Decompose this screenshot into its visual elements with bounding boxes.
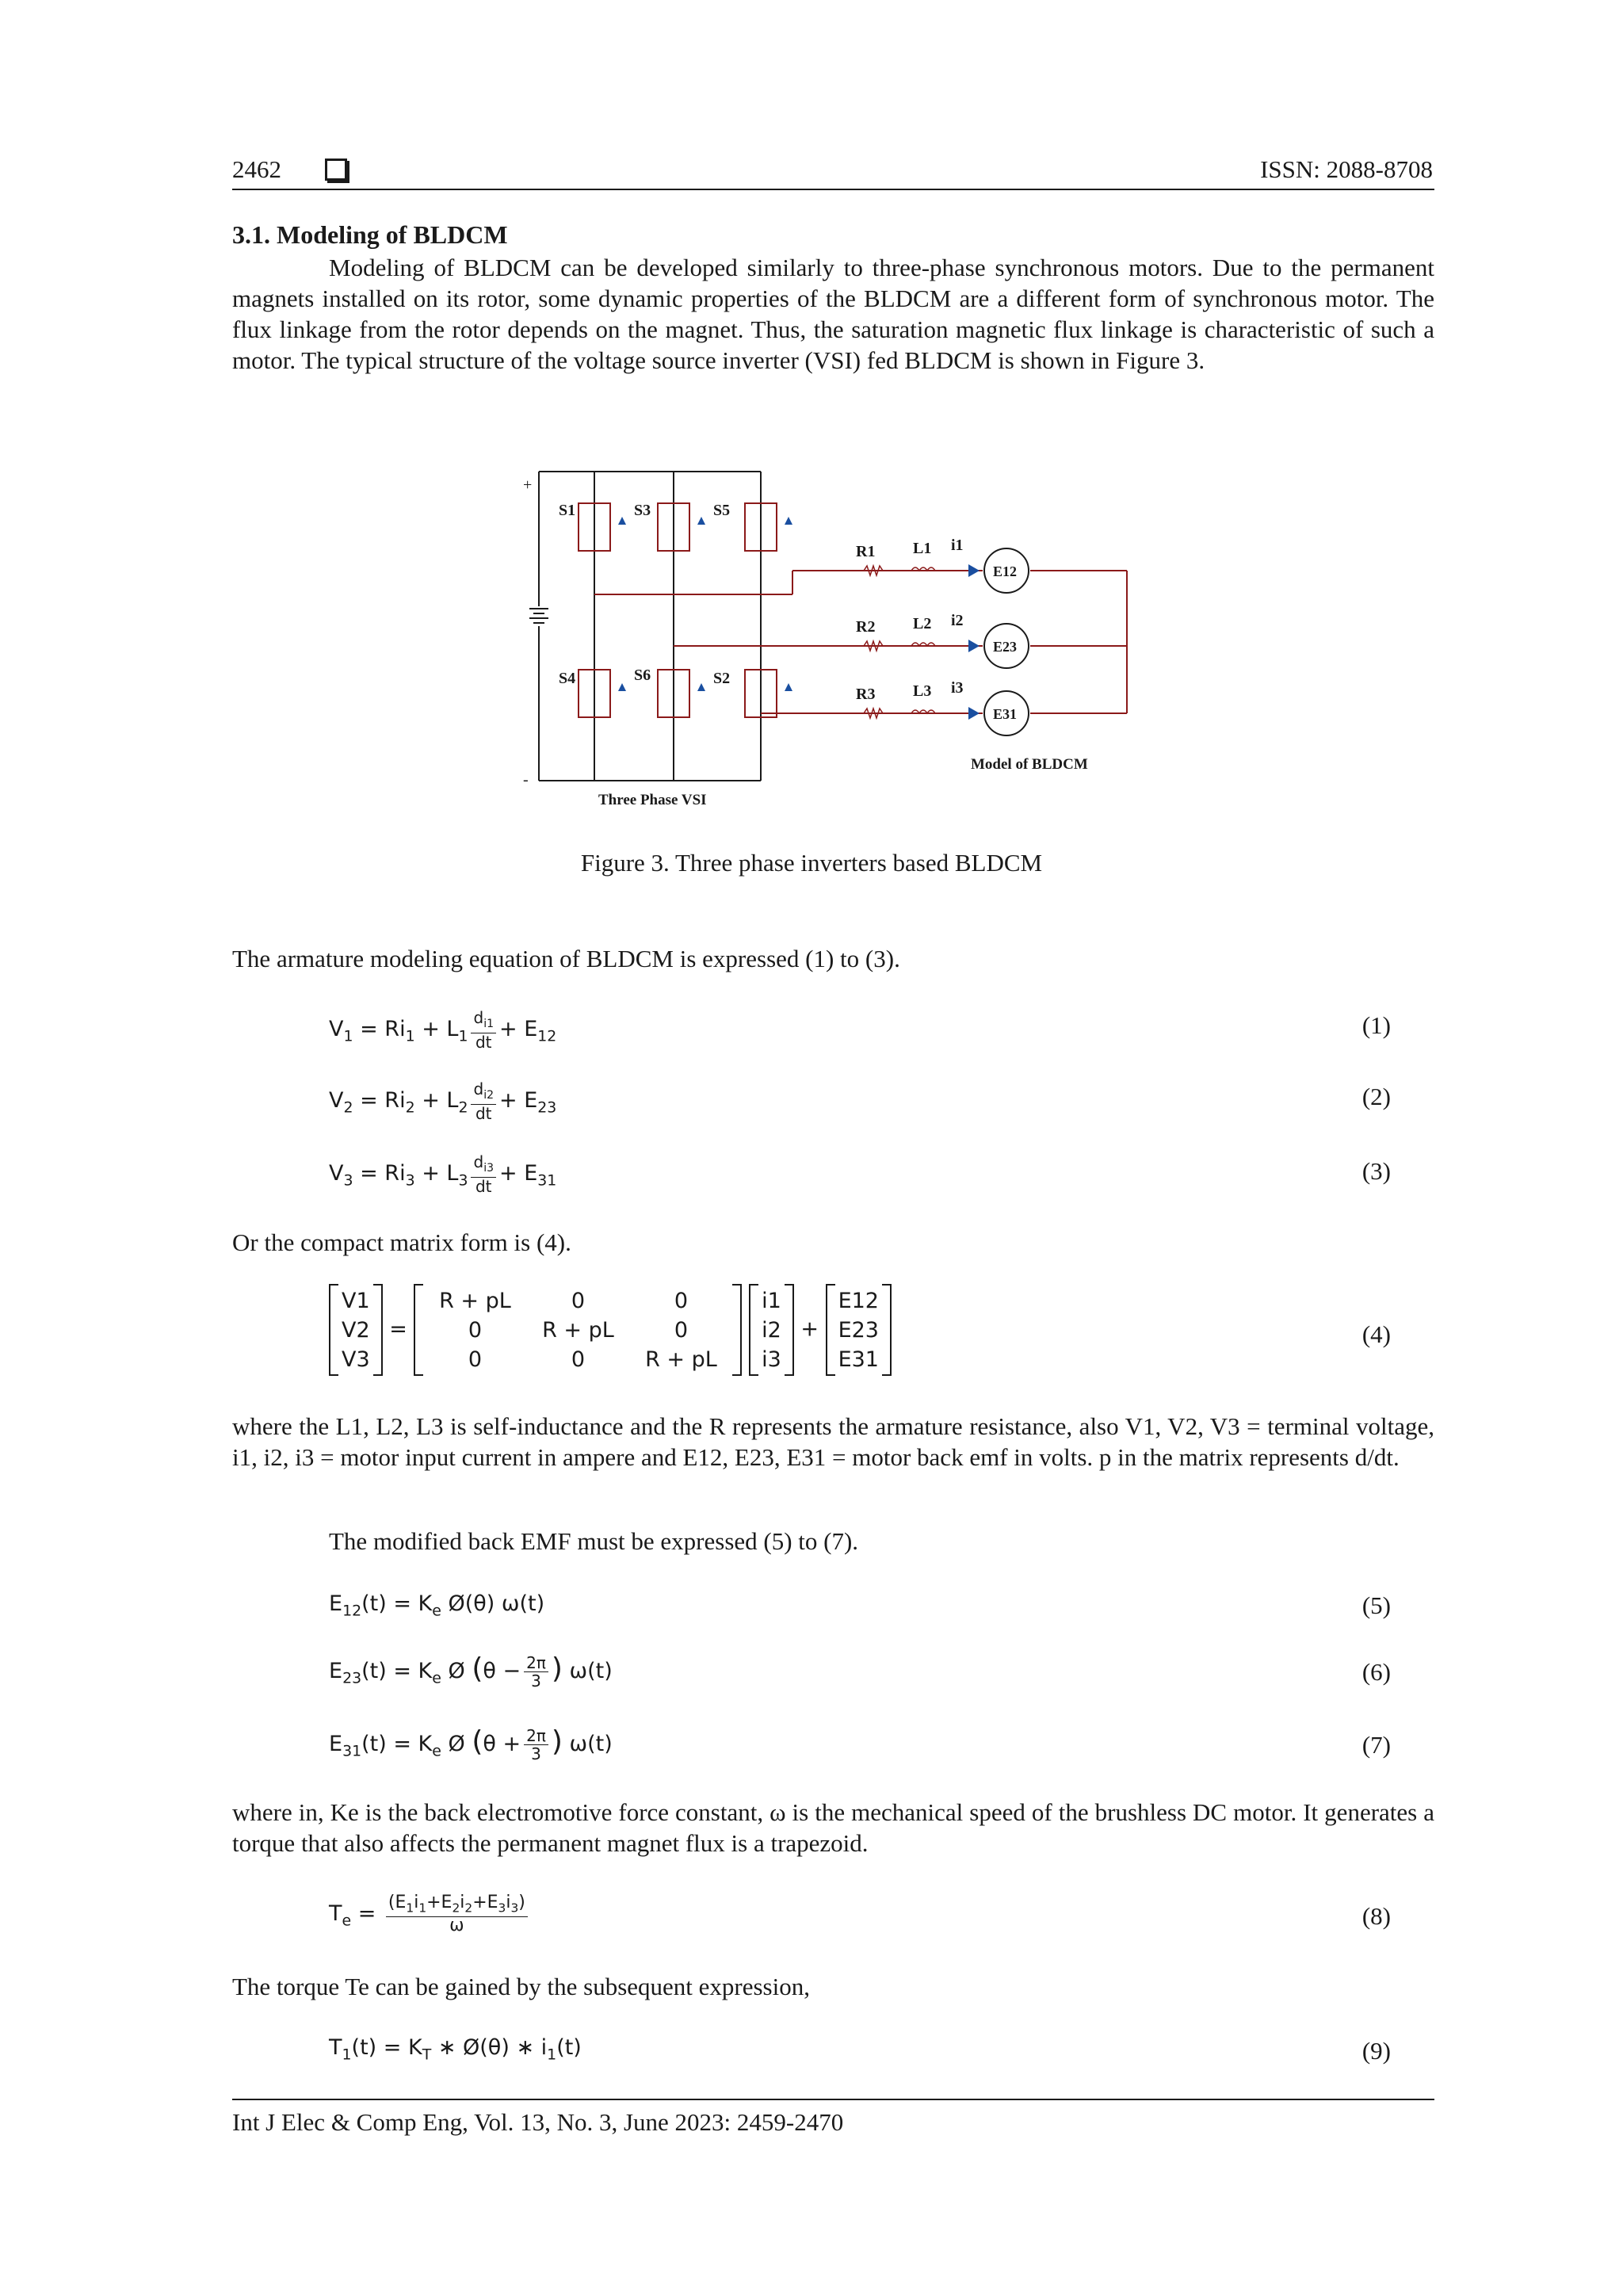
equation-8: $T_e$ = $\frac{(E_1i_1+E_2i_2+E_3i_3)}{\omega}$ (329, 1894, 531, 1935)
page-number: 2462 (232, 155, 281, 183)
resistor-r2-label: R2 (856, 618, 876, 636)
footer-rule (232, 2099, 1434, 2100)
matrix-c13: 0 (674, 1288, 689, 1313)
negative-terminal: - (523, 771, 529, 789)
model-label: Model of BLDCM (971, 756, 1088, 773)
equation-2: $V_2 = Ri_2 + L_2$ $\frac{d_{i2}}{dt}$ + $E_{23}$ (329, 1079, 557, 1123)
matrix-e23: E23 (838, 1317, 879, 1343)
switch-s4-label: S4 (559, 670, 576, 687)
ke-text: where in, Ke is the back electromotive force constant, ω is the mechanical speed of the brushless DC motor. It generates a torque that also affects the permanent magnet flux is a trapezoid. (232, 1798, 1434, 1857)
emf-e31-label: E31 (993, 706, 1018, 722)
matrix-c12: 0 (571, 1288, 586, 1313)
torque-text: The torque Te can be gained by the subsequent expression, (232, 1973, 810, 2000)
current-i2-label: i2 (951, 612, 964, 629)
vsi-label: Three Phase VSI (598, 792, 707, 808)
armature-text: The armature modeling equation of BLDCM is expressed (1) to (3). (232, 945, 900, 972)
equation-8-number: (8) (1361, 1902, 1391, 1930)
current-i3-label: i3 (951, 679, 964, 697)
journal-footer: Int J Elec & Comp Eng, Vol. 13, No. 3, June 2023: 2459-2470 (232, 2108, 844, 2136)
switch-s3-label: S3 (634, 502, 651, 519)
equation-1: $V_1 = Ri_1 + L_1$ $\frac{d_{i1}}{dt}$ + $E_{12}$ (329, 1008, 557, 1052)
equation-6: $E_{23}(t) = K_e$ Ø (θ − $\frac{2\pi}{3}$ ) ω(t) (329, 1652, 613, 1690)
inductor-l3-label: L3 (913, 682, 932, 700)
matrix-c22: R + pL (542, 1317, 614, 1343)
equation-3-number: (3) (1361, 1157, 1391, 1185)
equation-7: $E_{31}(t) = K_e$ Ø (θ + $\frac{2\pi}{3}$ ) ω(t) (329, 1725, 613, 1763)
matrix-i2: i2 (762, 1317, 781, 1343)
matrix-e12: E12 (838, 1288, 879, 1313)
equation-5-number: (5) (1361, 1591, 1391, 1619)
matrix-v1: V1 (342, 1288, 370, 1313)
inductor-l1-label: L1 (913, 540, 932, 557)
equation-6-number: (6) (1361, 1658, 1391, 1686)
matrix-c21: 0 (468, 1317, 483, 1343)
where-text: where the L1, L2, L3 is self-inductance and the R represents the armature resistance, also V1, V2, V3 = terminal voltage, i1, i2, i3 = motor input current in ampere and E12, E23, E31 = motor back emf in volts. p in the matrix represents d/dt. (232, 1412, 1434, 1471)
equation-7-number: (7) (1361, 1731, 1391, 1759)
back-emf-text: The modified back EMF must be expressed (5) to (7). (329, 1527, 859, 1555)
current-i1-label: i1 (951, 537, 964, 554)
matrix-c32: 0 (571, 1347, 586, 1372)
equation-1-number: (1) (1361, 1011, 1391, 1039)
matrix-c33: R + pL (645, 1347, 717, 1372)
equation-2-number: (2) (1361, 1083, 1391, 1110)
equation-4-matrix: V1 V2 V3 = R + pL 0 0 0 R + pL 0 0 0 R + pL i1 i2 i3 + E12 E23 E31 (329, 1284, 892, 1376)
switch-s5-label: S5 (713, 502, 731, 519)
matrix-c11: R + pL (439, 1288, 511, 1313)
equation-9-number: (9) (1361, 2037, 1391, 2065)
switch-s1-label: S1 (559, 502, 576, 519)
positive-terminal: + (523, 476, 533, 494)
matrix-i3: i3 (762, 1347, 781, 1372)
equation-5: $E_{12}(t) = K_e$ Ø(θ) ω(t) (329, 1591, 545, 1620)
header-rule (232, 189, 1434, 190)
matrix-i1: i1 (762, 1288, 781, 1313)
section-title: 3.1. Modeling of BLDCM (232, 220, 508, 249)
switch-s6-label: S6 (634, 667, 651, 684)
matrix-c23: 0 (674, 1317, 689, 1343)
emf-e12-label: E12 (993, 563, 1018, 579)
intro-paragraph: Modeling of BLDCM can be developed similarly to three-phase synchronous motors. Due to the permanent magnets installed on its rotor, some dynamic properties of the BLDCM are a different form of synchronous motor. The flux linkage from the rotor depends on the magnet. Thus, the saturation magnetic flux linkage is characteristic of such a motor. The typical structure of the voltage source inverter (VSI) fed BLDCM is shown in Figure 3. (232, 254, 1434, 374)
bldcm-circuit-diagram (507, 468, 1157, 832)
matrix-text: Or the compact matrix form is (4). (232, 1228, 571, 1256)
switch-s2-label: S2 (713, 670, 731, 687)
emf-e23-label: E23 (993, 639, 1018, 655)
equation-9: $T_1(t) = K_T$ ∗ Ø(θ) ∗ $i_1(t)$ (329, 2035, 582, 2064)
figure-caption: Figure 3. Three phase inverters based BLDCM (580, 849, 1043, 877)
matrix-c31: 0 (468, 1347, 483, 1372)
equation-3: $V_3 = Ri_3 + L_3$ $\frac{d_{i3}}{dt}$ + $E_{31}$ (329, 1152, 557, 1196)
header-square-icon (325, 159, 347, 181)
resistor-r1-label: R1 (856, 543, 876, 560)
inductor-l2-label: L2 (913, 615, 932, 632)
resistor-r3-label: R3 (856, 686, 876, 703)
issn: ISSN: 2088-8708 (1260, 155, 1433, 183)
matrix-e31: E31 (838, 1347, 879, 1372)
matrix-v3: V3 (342, 1347, 370, 1372)
equation-4-number: (4) (1361, 1320, 1391, 1348)
matrix-v2: V2 (342, 1317, 370, 1343)
